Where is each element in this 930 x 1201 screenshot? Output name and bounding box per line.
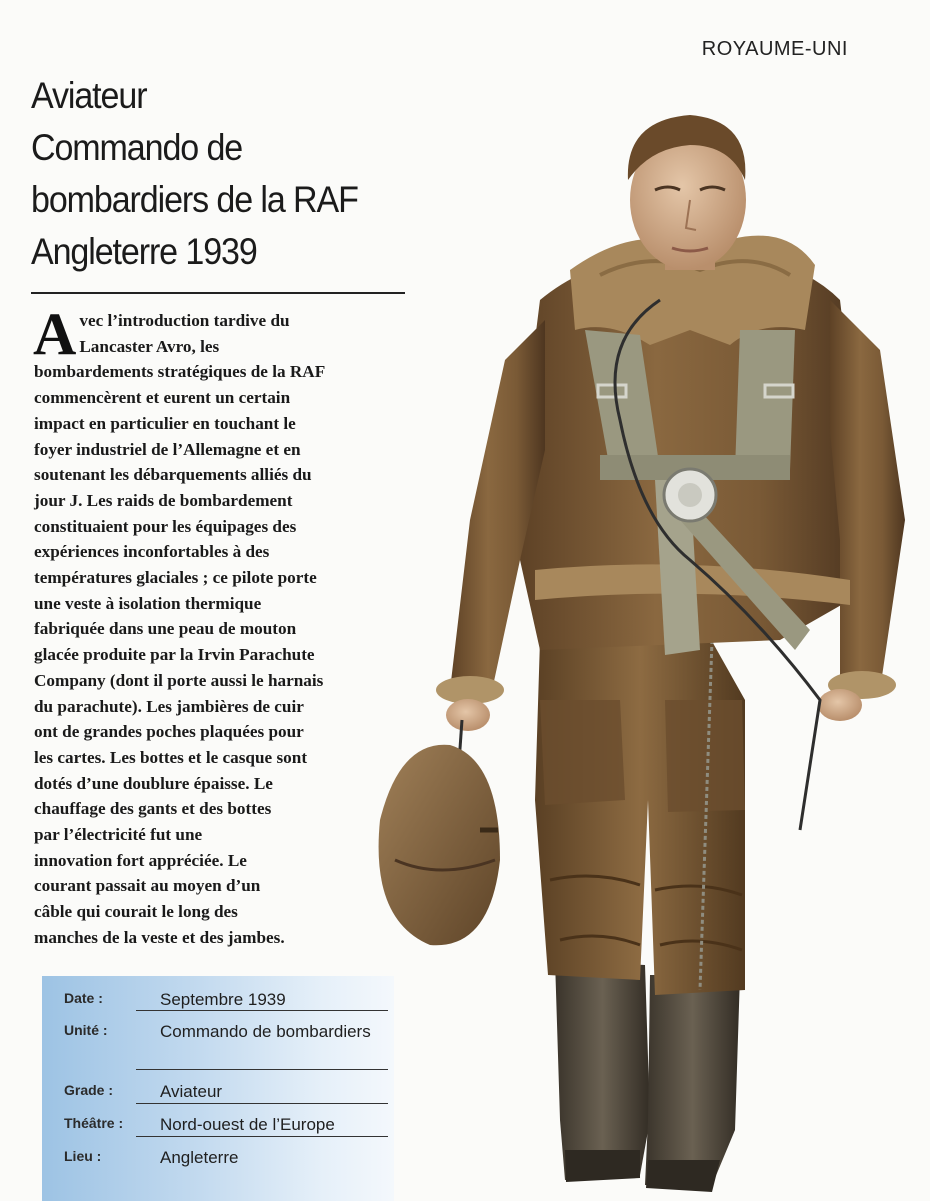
head bbox=[628, 115, 746, 270]
body-line: vec l’introduction tardive du bbox=[79, 311, 290, 330]
info-divider bbox=[136, 1103, 388, 1104]
body-line: soutenant les débarquements alliés du bbox=[34, 465, 312, 485]
title-divider bbox=[31, 292, 405, 294]
article-body bbox=[33, 301, 414, 951]
info-value: Angleterre bbox=[160, 1148, 239, 1167]
body-line: jour J. Les raids de bombardement bbox=[34, 490, 293, 510]
info-label: Théâtre : bbox=[64, 1115, 124, 1131]
airman-figure-illustration bbox=[360, 100, 930, 1201]
body-line: les cartes. Les bottes et le casque sont bbox=[34, 747, 308, 767]
info-value: Nord-ouest de l’Europe bbox=[160, 1115, 335, 1134]
body-line: glacée produite par la Irvin Parachute bbox=[34, 645, 315, 665]
trousers bbox=[535, 620, 745, 995]
title-line: Aviateur bbox=[31, 75, 147, 116]
body-line: commencèrent et eurent un certain bbox=[34, 388, 291, 408]
body-line: chauffage des gants et des bottes bbox=[34, 799, 272, 819]
info-divider bbox=[136, 1010, 388, 1011]
body-line: bombardements stratégiques de la RAF bbox=[34, 362, 326, 382]
body-line: courant passait au moyen d’un bbox=[34, 876, 261, 896]
page-title bbox=[31, 70, 390, 278]
info-divider bbox=[136, 1136, 388, 1137]
info-divider bbox=[136, 1069, 388, 1070]
boots bbox=[555, 960, 740, 1192]
body-line: du parachute). Les jambières de cuir bbox=[34, 696, 304, 716]
body-line: dotés d’une doublure épaisse. Le bbox=[34, 773, 273, 793]
drop-cap: A bbox=[33, 301, 77, 367]
body-line: câble qui courait le long des bbox=[34, 902, 238, 922]
body-line: constituaient pour les équipages des bbox=[34, 516, 297, 536]
body-line: Lancaster Avro, les bbox=[79, 336, 220, 356]
info-label: Lieu : bbox=[64, 1148, 102, 1164]
info-value: Commando de bombardiers bbox=[160, 1022, 371, 1041]
info-value: Septembre 1939 bbox=[160, 990, 286, 1009]
info-box bbox=[42, 976, 394, 1201]
info-label: Date : bbox=[64, 990, 103, 1006]
body-line: ont de grandes poches plaquées pour bbox=[34, 722, 304, 742]
title-line: Angleterre 1939 bbox=[31, 231, 257, 272]
title-line: Commando de bbox=[31, 127, 243, 168]
country-header: ROYAUME-UNI bbox=[701, 38, 848, 60]
body-line: innovation fort appréciée. Le bbox=[34, 850, 247, 870]
body-line: une veste à isolation thermique bbox=[34, 593, 262, 613]
title-line: bombardiers de la RAF bbox=[31, 179, 358, 220]
info-value: Aviateur bbox=[160, 1082, 223, 1101]
body-line: foyer industriel de l’Allemagne et en bbox=[34, 439, 301, 459]
body-line: manches de la veste et des jambes. bbox=[34, 927, 285, 947]
flying-helmet bbox=[379, 745, 500, 946]
body-line: par l’électricité fut une bbox=[34, 825, 203, 845]
info-label: Grade : bbox=[64, 1082, 114, 1098]
body-line: Company (dont il porte aussi le harnais bbox=[34, 670, 324, 690]
body-line: expériences inconfortables à des bbox=[34, 542, 270, 562]
body-line: fabriquée dans une peau de mouton bbox=[34, 619, 297, 639]
body-line: températures glaciales ; ce pilote porte bbox=[34, 568, 317, 588]
body-line: impact en particulier en touchant le bbox=[34, 413, 296, 433]
info-label: Unité : bbox=[64, 1022, 108, 1038]
